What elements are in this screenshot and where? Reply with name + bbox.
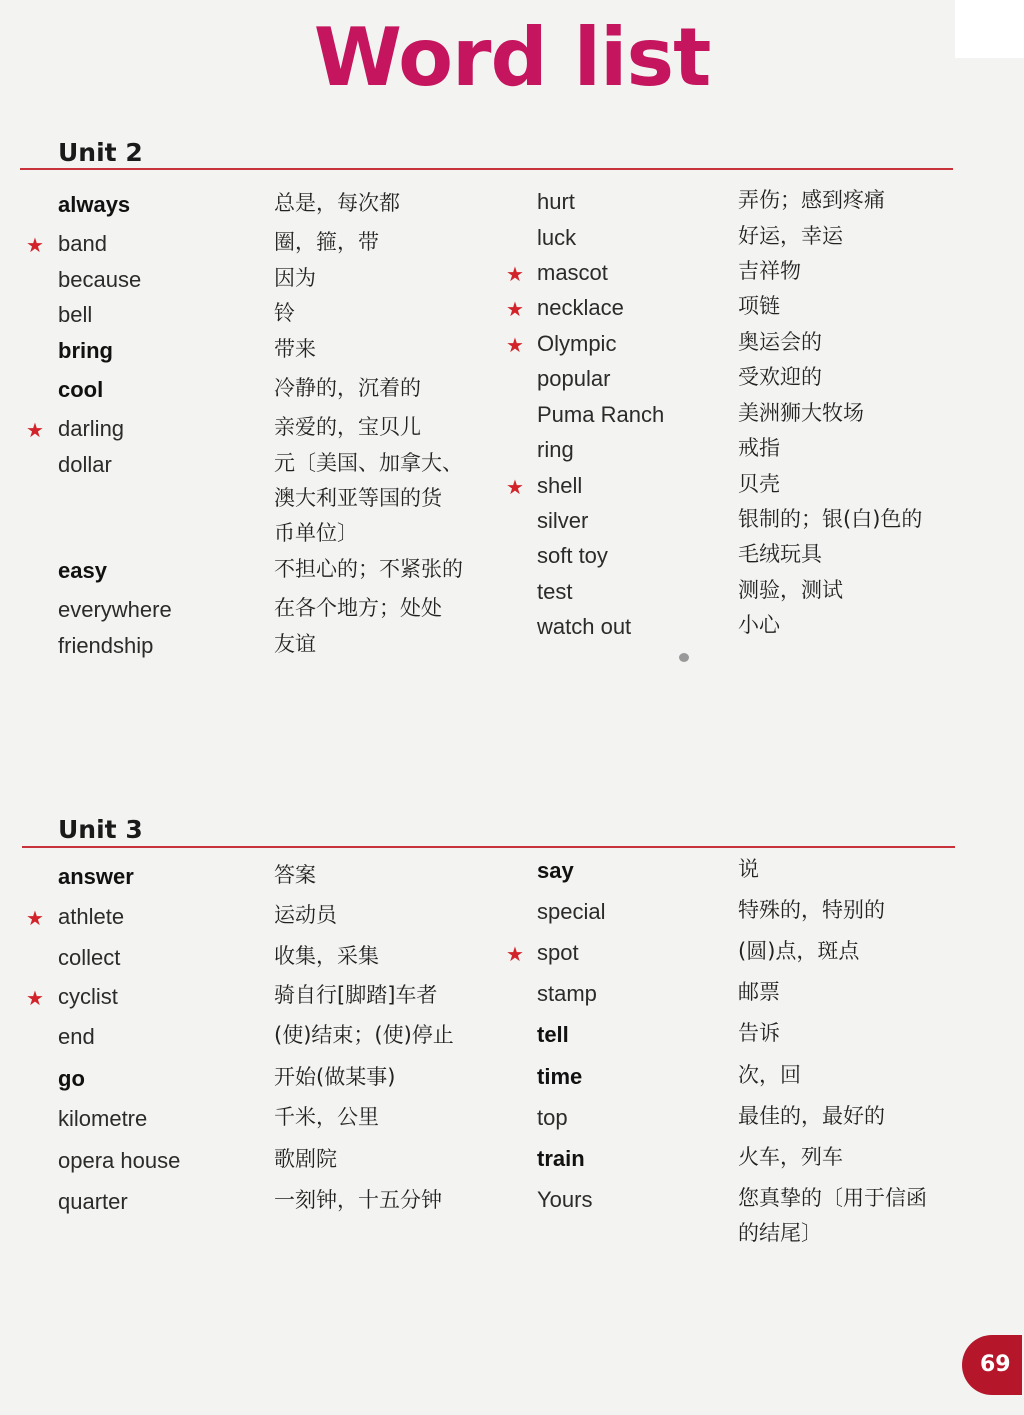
vocab-word: shell	[537, 473, 583, 498]
vocab-meaning: 项链	[738, 294, 780, 318]
vocab-meaning: 因为	[274, 266, 316, 290]
vocab-meaning: (使)结束；(使)停止	[274, 1023, 454, 1047]
vocab-word: dollar	[58, 452, 112, 477]
unit-heading: Unit 2	[58, 138, 143, 167]
vocab-word: stamp	[537, 981, 597, 1006]
vocab-word: bell	[58, 302, 93, 327]
vocab-word: always	[58, 192, 131, 217]
vocab-meaning: 次，回	[738, 1063, 801, 1087]
vocab-meaning: 千米，公里	[274, 1105, 379, 1129]
vocab-word: test	[537, 579, 573, 604]
vocab-word: everywhere	[58, 597, 172, 622]
vocab-meaning: 友谊	[274, 632, 316, 656]
vocab-meaning: 贝壳	[738, 472, 780, 496]
vocab-meaning: 骑自行[脚踏]车者	[274, 983, 438, 1007]
vocab-word: bring	[58, 338, 113, 363]
unit-divider	[22, 846, 955, 848]
vocab-meaning: 收集，采集	[274, 944, 379, 968]
vocab-meaning: 奥运会的	[738, 330, 822, 354]
vocab-word: special	[537, 899, 606, 924]
vocab-word: darling	[58, 416, 125, 441]
vocab-meaning: 在各个地方；处处	[274, 596, 442, 620]
vocab-meaning: 开始(做某事)	[274, 1065, 396, 1089]
vocab-meaning: 好运，幸运	[738, 224, 843, 248]
vocab-word: soft toy	[537, 543, 608, 568]
vocab-word: spot	[537, 940, 579, 965]
star-icon: ★	[506, 475, 524, 499]
vocab-meaning: 弄伤；感到疼痛	[738, 188, 885, 212]
vocab-meaning: 银制的；银(白)色的	[738, 507, 923, 531]
vocab-meaning: 冷静的，沉着的	[274, 376, 421, 400]
vocab-word: because	[58, 267, 142, 292]
vocab-meaning: (圆)点，斑点	[738, 939, 860, 963]
unit-heading: Unit 3	[58, 815, 143, 844]
vocab-meaning: 美洲狮大牧场	[738, 401, 864, 425]
vocab-word: answer	[58, 864, 134, 889]
vocab-meaning: 告诉	[738, 1021, 780, 1045]
vocab-word: silver	[537, 508, 589, 533]
vocab-meaning: 带来	[274, 337, 316, 361]
star-icon: ★	[506, 262, 524, 286]
vocab-word: collect	[58, 945, 121, 970]
vocab-word: cool	[58, 377, 104, 402]
vocab-meaning: 毛绒玩具	[738, 542, 822, 566]
vocab-word: Yours	[537, 1187, 593, 1212]
page-title: Word list	[313, 11, 711, 104]
vocab-meaning: 说	[738, 857, 759, 881]
vocab-meaning: 运动员	[274, 903, 337, 927]
vocab-word: say	[537, 858, 574, 883]
vocab-meaning: 歌剧院	[274, 1147, 337, 1171]
vocab-word: friendship	[58, 633, 154, 658]
vocab-word: easy	[58, 558, 107, 583]
vocab-meaning: 圈，箍，带	[274, 230, 379, 254]
star-icon: ★	[26, 418, 44, 442]
vocab-meaning: 邮票	[738, 980, 780, 1004]
star-icon: ★	[26, 906, 44, 930]
vocab-meaning: 亲爱的，宝贝儿	[274, 415, 421, 439]
vocab-word: popular	[537, 366, 611, 391]
vocab-word: kilometre	[58, 1106, 148, 1131]
vocab-meaning: 火车，列车	[738, 1145, 843, 1169]
vocab-word: ring	[537, 437, 574, 462]
vocab-word: hurt	[537, 189, 575, 214]
star-icon: ★	[506, 333, 524, 357]
vocab-word: athlete	[58, 904, 125, 929]
vocab-meaning: 不担心的；不紧张的	[274, 557, 463, 581]
star-icon: ★	[506, 297, 524, 321]
vocab-word: top	[537, 1105, 568, 1130]
vocab-word: luck	[537, 225, 577, 250]
vocab-word: tell	[537, 1022, 569, 1047]
vocab-word: quarter	[58, 1189, 128, 1214]
star-icon: ★	[506, 942, 524, 966]
vocab-meaning: 吉祥物	[738, 259, 801, 283]
vocab-meaning: 元〔美国、加拿大、 澳大利亚等国的货 币单位〕	[274, 451, 463, 545]
vocab-meaning: 铃	[274, 301, 295, 325]
vocab-meaning: 测验，测试	[738, 578, 843, 602]
star-icon: ★	[26, 986, 44, 1010]
spot-mark	[679, 653, 689, 662]
vocab-meaning: 戒指	[738, 436, 780, 460]
vocab-meaning: 答案	[274, 863, 316, 887]
vocab-word: end	[58, 1024, 95, 1049]
vocab-word: go	[58, 1066, 85, 1091]
vocab-meaning: 总是，每次都	[274, 191, 400, 215]
vocab-meaning: 您真挚的〔用于信函 的结尾〕	[738, 1186, 927, 1245]
vocab-meaning: 特殊的，特别的	[738, 898, 885, 922]
vocab-word: time	[537, 1064, 583, 1089]
vocab-word: train	[537, 1146, 585, 1171]
vocab-word: watch out	[537, 614, 632, 639]
vocab-meaning: 受欢迎的	[738, 365, 822, 389]
vocab-word: mascot	[537, 260, 608, 285]
vocab-word: Olympic	[537, 331, 617, 356]
vocab-meaning: 一刻钟，十五分钟	[274, 1188, 442, 1212]
vocab-word: Puma Ranch	[537, 402, 665, 427]
vocab-word: necklace	[537, 295, 624, 320]
vocab-word: band	[58, 231, 107, 256]
vocab-word: cyclist	[58, 984, 118, 1009]
unit-divider	[20, 168, 953, 170]
star-icon: ★	[26, 233, 44, 257]
page-number: 69	[962, 1335, 1022, 1395]
vocab-meaning: 小心	[738, 613, 780, 637]
vocab-meaning: 最佳的，最好的	[738, 1104, 885, 1128]
vocab-word: opera house	[58, 1148, 181, 1173]
